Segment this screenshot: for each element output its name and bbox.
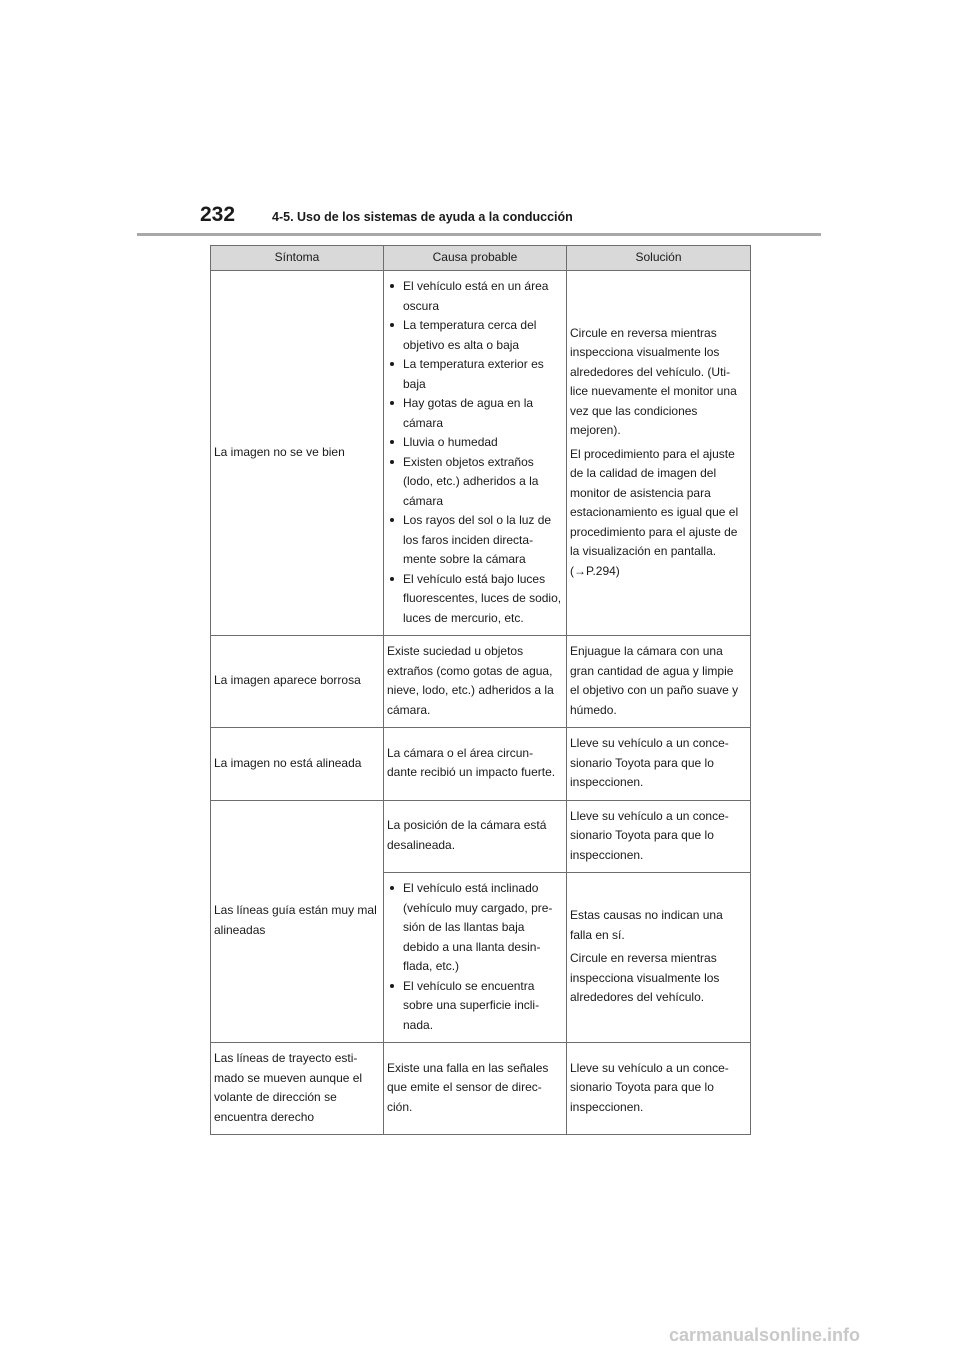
cause-list: [387, 879, 562, 1035]
table-header-row: [211, 246, 751, 271]
header-rule: [137, 233, 821, 236]
solution-text: [570, 445, 746, 582]
cause-item: Lluvia o humedad: [387, 433, 562, 453]
table-row: [211, 271, 751, 636]
table-row: [211, 636, 751, 728]
column-header-solution: Solución: [567, 246, 751, 271]
cause-cell: [384, 873, 567, 1043]
troubleshooting-table: [210, 245, 751, 1135]
solution-cell: [567, 271, 751, 636]
solution-text: Estas causas no indican una falla en sí.: [570, 908, 723, 942]
cause-item: El vehículo está inclinado (vehículo muy cargado, pre-sión de las llantas baja debido a una llanta desin-flada, etc.): [387, 879, 562, 977]
cause-item: Existen objetos extraños (lodo, etc.) adheridos a la cámara: [387, 453, 562, 512]
cause-list: [387, 277, 562, 628]
column-header-cause: Causa probable: [384, 246, 567, 271]
cause-item: La temperatura cerca del objetivo es alta o baja: [387, 316, 562, 355]
cause-cell: [384, 271, 567, 636]
symptom-cell: La imagen no está alineada: [211, 728, 384, 801]
column-header-symptom: Síntoma: [211, 246, 384, 271]
cause-item: Los rayos del sol o la luz de los faros inciden directa-mente sobre la cámara: [387, 511, 562, 570]
symptom-cell: Las líneas de trayecto esti-mado se mueven aunque el volante de dirección se encuentra derecho: [211, 1043, 384, 1135]
symptom-cell: La imagen aparece borrosa: [211, 636, 384, 728]
watermark: carmanualsonline.info: [669, 1325, 861, 1345]
solution-cell: Lleve su vehículo a un conce-sionario Toyota para que lo inspeccionen.: [567, 728, 751, 801]
solution-cell: Lleve su vehículo a un conce-sionario Toyota para que lo inspeccionen.: [567, 800, 751, 873]
table-row: [211, 728, 751, 801]
page-reference: (→P.294): [570, 563, 620, 578]
section-title: 4-5. Uso de los sistemas de ayuda a la conducción: [272, 210, 573, 224]
cause-item: El vehículo se encuentra sobre una superficie incli-nada.: [387, 977, 562, 1036]
symptom-cell: Las líneas guía están muy mal alineadas: [211, 800, 384, 1043]
cause-item: Hay gotas de agua en la cámara: [387, 394, 562, 433]
symptom-cell: La imagen no se ve bien: [211, 271, 384, 636]
page-number: 232: [200, 203, 236, 226]
cause-item: La temperatura exterior es baja: [387, 355, 562, 394]
solution-text: Circule en reversa mientras inspecciona visualmente los alrededores del vehículo. (Uti-lice nuevamente el monitor una vez que las condiciones mejoren).: [570, 325, 737, 438]
solution-cell: [567, 873, 751, 1043]
cause-item: El vehículo está en un área oscura: [387, 277, 562, 316]
solution-cell: Enjuague la cámara con una gran cantidad de agua y limpie el objetivo con un paño suave y húmedo.: [567, 636, 751, 728]
solution-text-part: El procedimiento para el ajuste de la calidad de imagen del monitor de asistencia para estacionamiento es igual que el procedimiento para el ajuste de la visualización en pantalla.: [570, 446, 739, 559]
cause-cell: La cámara o el área circun-dante recibió un impacto fuerte.: [384, 728, 567, 801]
table-row: [211, 1043, 751, 1135]
cause-cell: Existe suciedad u objetos extraños (como gotas de agua, nieve, lodo, etc.) adheridos a la cámara.: [384, 636, 567, 728]
cause-cell: La posición de la cámara está desalineada.: [384, 800, 567, 873]
cause-item: El vehículo está bajo luces fluorescentes, luces de sodio, luces de mercurio, etc.: [387, 570, 562, 629]
solution-text: Circule en reversa mientras inspecciona visualmente los alrededores del vehículo.: [570, 951, 720, 1005]
cause-cell: Existe una falla en las señales que emite el sensor de direc-ción.: [384, 1043, 567, 1135]
solution-cell: Lleve su vehículo a un conce-sionario Toyota para que lo inspeccionen.: [567, 1043, 751, 1135]
table-row: [211, 800, 751, 873]
